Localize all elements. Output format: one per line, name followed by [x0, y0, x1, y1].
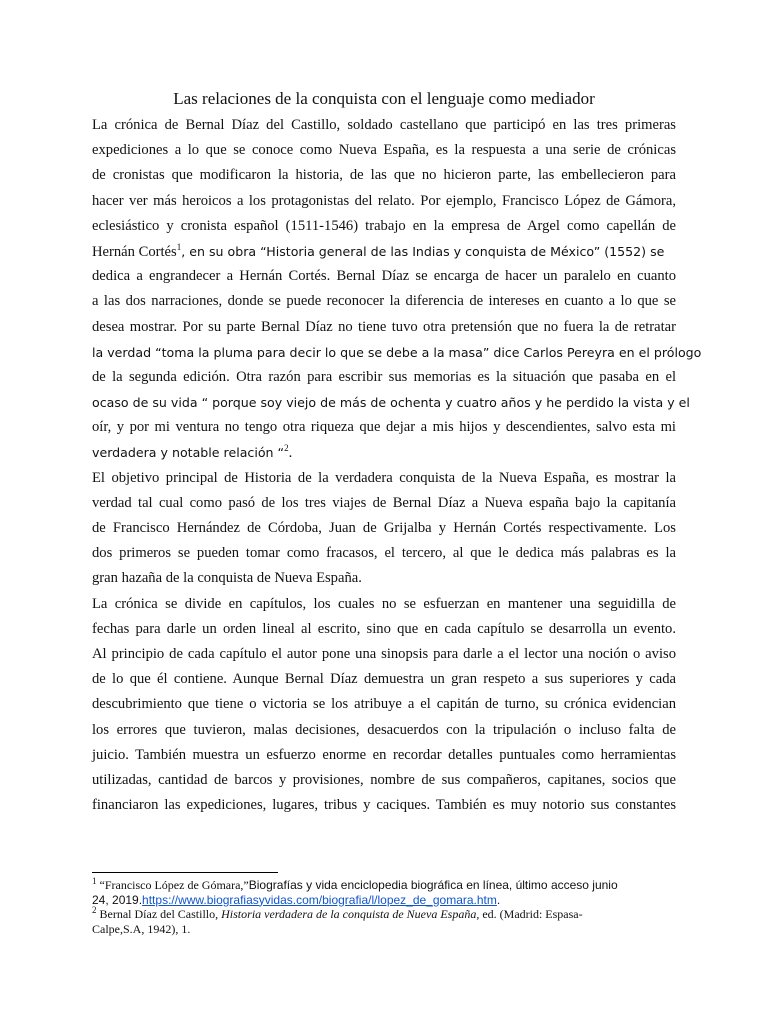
footnote-1 — [92, 878, 676, 907]
text-line: descubrimiento que tiene o victoria se los atribuye a el capitán de turno, su crónica evidencian — [92, 696, 676, 713]
footnote-text: Calpe,S.A, 1942), 1. — [92, 921, 191, 936]
footnote-link[interactable]: https://www.biografiasyvidas.com/biografia/l/lopez_de_gomara.htm — [142, 892, 497, 907]
page-title: Las relaciones de la conquista con el lenguaje como mediador — [173, 89, 595, 108]
text-line: ocaso de su vida “ porque soy viejo de más de ochenta y cuatro años y he perdido la vista y el — [92, 395, 690, 411]
text-line: expediciones a lo que se conoce como Nueva España, es la respuesta a una serie de crónicas — [92, 142, 676, 159]
footnote-text: “Francisco López de Gómara,” — [96, 878, 249, 892]
text-line: La crónica se divide en capítulos, los cuales no se esfuerzan en mantener una seguidilla de — [92, 595, 676, 612]
text-line: gran hazaña de la conquista de Nueva España. — [92, 570, 362, 587]
footnote-ref-2[interactable]: 2 — [284, 443, 289, 454]
text-fragment: Hernán Cortés — [92, 243, 177, 260]
text-line — [92, 239, 676, 264]
text-line: desea mostrar. Por su parte Bernal Díaz no tiene tuvo otra pretensión que no fuera la de retratar — [92, 318, 676, 335]
text-line: dos primeros se pueden tomar como fracasos, el tercero, al que le dedica más palabras es la — [92, 545, 676, 562]
text-line: de la segunda edición. Otra razón para escribir sus memorias es la situación que pasaba en el — [92, 368, 676, 385]
footnote-separator — [92, 872, 278, 873]
footnote-2 — [92, 907, 676, 936]
text-line: la verdad “toma la pluma para decir lo que se debe a la masa” dice Carlos Pereyra en el prólogo — [92, 344, 702, 360]
text-line — [92, 440, 676, 465]
footnote-ref-1[interactable]: 1 — [176, 242, 182, 253]
text-line: juicio. También muestra un esfuerzo enorme en recordar detalles puntuales como herramientas — [92, 746, 676, 763]
text-fragment: verdadera y notable relación “ — [92, 445, 285, 461]
text-line: oír, y por mi ventura no tengo otra riqueza que dejar a mis hijos y descendientes, salvo esta mi — [92, 419, 676, 436]
footnotes — [92, 878, 676, 936]
footnote-title: Historia verdadera de la conquista de Nueva España, — [221, 907, 480, 921]
footnote-number: 1 — [92, 876, 97, 886]
text-line: dedica a engrandecer a Hernán Cortés. Bernal Díaz se encarga de hacer un paralelo en cuanto — [92, 268, 676, 285]
text-line: El objetivo principal de Historia de la verdadera conquista de la Nueva España, es mostrar la — [92, 469, 676, 486]
text-line: hacer ver más heroicos a los protagonistas del relato. Por ejemplo, Francisco López de Gámora, — [92, 192, 676, 209]
text-line: de cronistas que modificaron la historia, de las que no hicieron parte, las embellecieron para — [92, 167, 676, 184]
footnote-number: 2 — [92, 905, 97, 915]
text-line: a las dos narraciones, donde se puede reconocer la diferencia de intereses en cuanto a lo que se — [92, 293, 676, 310]
text-line: eclesiástico y cronista español (1511-1546) trabajo en la empresa de Argel como capellán de — [92, 217, 676, 234]
text-line: de lo que él contiene. Aunque Bernal Díaz demuestra un gran respeto a sus superiores y cada — [92, 671, 676, 688]
footnote-text: Biografías y vida enciclopedia biográfica en línea, último acceso junio — [248, 878, 618, 892]
footnote-text: Bernal Díaz del Castillo, — [96, 907, 222, 921]
text-line: utilizadas, cantidad de barcos y provisiones, nombre de sus compañeros, capitanes, socios que — [92, 771, 676, 788]
text-line: fechas para darle un orden lineal al escrito, sino que en cada capítulo se desarrolla un evento. — [92, 620, 676, 637]
text-line: financiaron las expediciones, lugares, tribus y caciques. También es muy notorio sus constantes — [92, 797, 676, 814]
footnote-text: . — [496, 892, 501, 907]
text-line: de Francisco Hernández de Córdoba, Juan de Grijalba y Hernán Cortés respectivamente. Los — [92, 520, 676, 536]
footnote-text: ed. (Madrid: Espasa- — [479, 907, 583, 921]
document-body — [92, 113, 702, 818]
text-line: Al principio de cada capítulo el autor pone una sinopsis para darle a el lector una noción o aviso — [92, 645, 676, 662]
text-line: los errores que tuvieron, malas decisiones, desacuerdos con la tripulación o incluso falta de — [92, 721, 676, 738]
footnote-text: 24, 2019. — [92, 892, 143, 907]
text-line: verdad tal cual como pasó de los tres viajes de Bernal Díaz a Nueva españa bajo la capitanía — [92, 494, 676, 511]
text-fragment: , en su obra “Historia general de las Indias y conquista de México” (1552) se — [181, 243, 665, 259]
text-fragment: . — [288, 445, 293, 462]
text-line: La crónica de Bernal Díaz del Castillo, soldado castellano que participó en las tres primeras — [92, 117, 676, 133]
